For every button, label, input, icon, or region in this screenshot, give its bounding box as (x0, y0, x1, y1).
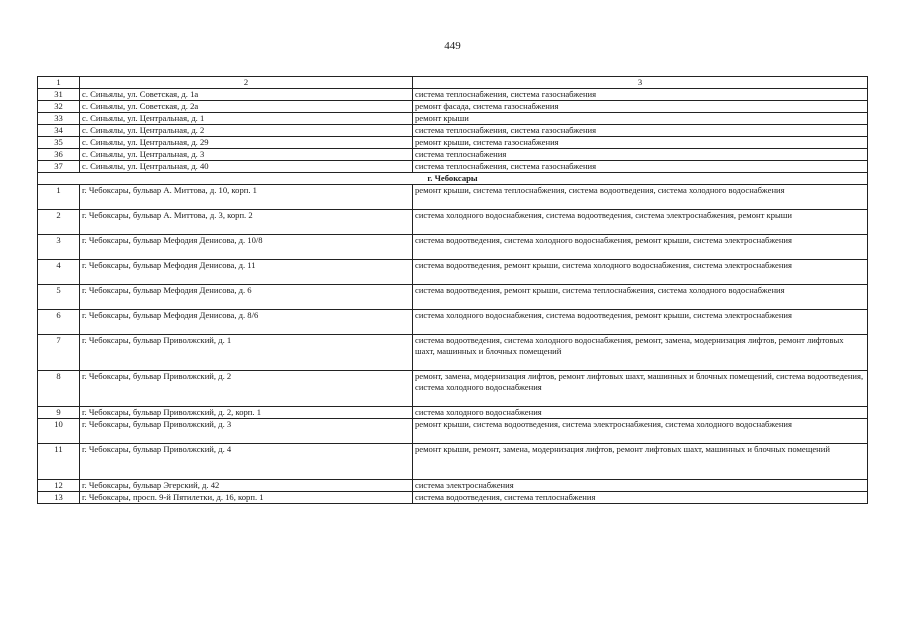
address-cell: г. Чебоксары, бульвар Мефодия Денисова, д. 11 (80, 260, 413, 285)
table-row (38, 285, 868, 310)
row-number-cell: 7 (38, 335, 80, 371)
address-cell: г. Чебоксары, бульвар А. Миттова, д. 10, корп. 1 (80, 185, 413, 210)
section-header-row (38, 173, 868, 185)
row-number-cell: 8 (38, 371, 80, 407)
address-cell: с. Синьялы, ул. Центральная, д. 29 (80, 137, 413, 149)
address-cell: с. Синьялы, ул. Центральная, д. 2 (80, 125, 413, 137)
address-cell: г. Чебоксары, бульвар Мефодия Денисова, д. 6 (80, 285, 413, 310)
row-number-cell: 34 (38, 125, 80, 137)
row-number-cell: 1 (38, 185, 80, 210)
works-cell: система водоотведения, система холодного водоснабжения, ремонт, замена, модернизация лифтов, ремонт лифтовых шахт, машинных и блочных помещений (413, 335, 868, 371)
table-row (38, 185, 868, 210)
address-cell: г. Чебоксары, бульвар Мефодия Денисова, д. 8/6 (80, 310, 413, 335)
table-row (38, 149, 868, 161)
row-number-cell: 37 (38, 161, 80, 173)
works-cell: система электроснабжения (413, 480, 868, 492)
table-header-row (38, 77, 868, 89)
row-number-cell: 33 (38, 113, 80, 125)
works-cell: система водоотведения, ремонт крыши, система теплоснабжения, система холодного водоснабжения (413, 285, 868, 310)
row-number-cell: 5 (38, 285, 80, 310)
address-cell: г. Чебоксары, бульвар Эгерский, д. 42 (80, 480, 413, 492)
works-cell: система холодного водоснабжения, система водоотведения, ремонт крыши, система электроснабжения (413, 310, 868, 335)
address-cell: г. Чебоксары, бульвар Приволжский, д. 4 (80, 444, 413, 480)
table-row (38, 210, 868, 235)
address-cell: с. Синьялы, ул. Центральная, д. 3 (80, 149, 413, 161)
works-cell: система водоотведения, система холодного водоснабжения, ремонт крыши, система электроснабжения (413, 235, 868, 260)
row-number-cell: 12 (38, 480, 80, 492)
address-cell: с. Синьялы, ул. Центральная, д. 1 (80, 113, 413, 125)
table-row (38, 260, 868, 285)
works-cell: система водоотведения, система теплоснабжения (413, 492, 868, 504)
row-number-cell: 4 (38, 260, 80, 285)
works-cell: ремонт крыши, ремонт, замена, модернизация лифтов, ремонт лифтовых шахт, машинных и блочных помещений (413, 444, 868, 480)
works-cell: система холодного водоснабжения, система водоотведения, система электроснабжения, ремонт крыши (413, 210, 868, 235)
column-header-number: 1 (38, 77, 80, 89)
works-table (37, 76, 868, 504)
address-cell: с. Синьялы, ул. Центральная, д. 40 (80, 161, 413, 173)
table-row (38, 310, 868, 335)
row-number-cell: 2 (38, 210, 80, 235)
table-body (38, 77, 868, 504)
works-cell: система теплоснабжения, система газоснабжения (413, 125, 868, 137)
row-number-cell: 11 (38, 444, 80, 480)
table-row (38, 161, 868, 173)
address-cell: г. Чебоксары, бульвар А. Миттова, д. 3, корп. 2 (80, 210, 413, 235)
works-cell: ремонт крыши, система теплоснабжения, система водоотведения, система холодного водоснабжения (413, 185, 868, 210)
table-row (38, 480, 868, 492)
column-header-works: 3 (413, 77, 868, 89)
row-number-cell: 6 (38, 310, 80, 335)
address-cell: г. Чебоксары, бульвар Мефодия Денисова, д. 10/8 (80, 235, 413, 260)
works-cell: ремонт крыши, система газоснабжения (413, 137, 868, 149)
table-row (38, 407, 868, 419)
works-cell: система теплоснабжения (413, 149, 868, 161)
table-row (38, 371, 868, 407)
works-cell: система теплоснабжения, система газоснабжения (413, 89, 868, 101)
row-number-cell: 36 (38, 149, 80, 161)
works-cell: система холодного водоснабжения (413, 407, 868, 419)
address-cell: г. Чебоксары, бульвар Приволжский, д. 2, корп. 1 (80, 407, 413, 419)
table-row (38, 137, 868, 149)
address-cell: г. Чебоксары, просп. 9-й Пятилетки, д. 16, корп. 1 (80, 492, 413, 504)
table-row (38, 101, 868, 113)
works-cell: ремонт, замена, модернизация лифтов, ремонт лифтовых шахт, машинных и блочных помещений, система водоотведения, система холодного водоснабжения (413, 371, 868, 407)
table-row (38, 335, 868, 371)
address-cell: с. Синьялы, ул. Советская, д. 1а (80, 89, 413, 101)
works-cell: ремонт крыши, система водоотведения, система электроснабжения, система холодного водоснабжения (413, 419, 868, 444)
table-row (38, 113, 868, 125)
table-row (38, 235, 868, 260)
section-title: г. Чебоксары (38, 173, 868, 185)
address-cell: г. Чебоксары, бульвар Приволжский, д. 3 (80, 419, 413, 444)
row-number-cell: 3 (38, 235, 80, 260)
address-cell: с. Синьялы, ул. Советская, д. 2а (80, 101, 413, 113)
works-cell: система водоотведения, ремонт крыши, система холодного водоснабжения, система электроснабжения (413, 260, 868, 285)
table-row (38, 444, 868, 480)
table-row (38, 125, 868, 137)
row-number-cell: 32 (38, 101, 80, 113)
row-number-cell: 13 (38, 492, 80, 504)
row-number-cell: 31 (38, 89, 80, 101)
row-number-cell: 9 (38, 407, 80, 419)
row-number-cell: 10 (38, 419, 80, 444)
address-cell: г. Чебоксары, бульвар Приволжский, д. 1 (80, 335, 413, 371)
table-row (38, 492, 868, 504)
row-number-cell: 35 (38, 137, 80, 149)
table-row (38, 89, 868, 101)
page-number: 449 (444, 40, 461, 52)
address-cell: г. Чебоксары, бульвар Приволжский, д. 2 (80, 371, 413, 407)
column-header-address: 2 (80, 77, 413, 89)
works-cell: ремонт крыши (413, 113, 868, 125)
works-cell: система теплоснабжения, система газоснабжения (413, 161, 868, 173)
table-row (38, 419, 868, 444)
works-cell: ремонт фасада, система газоснабжения (413, 101, 868, 113)
